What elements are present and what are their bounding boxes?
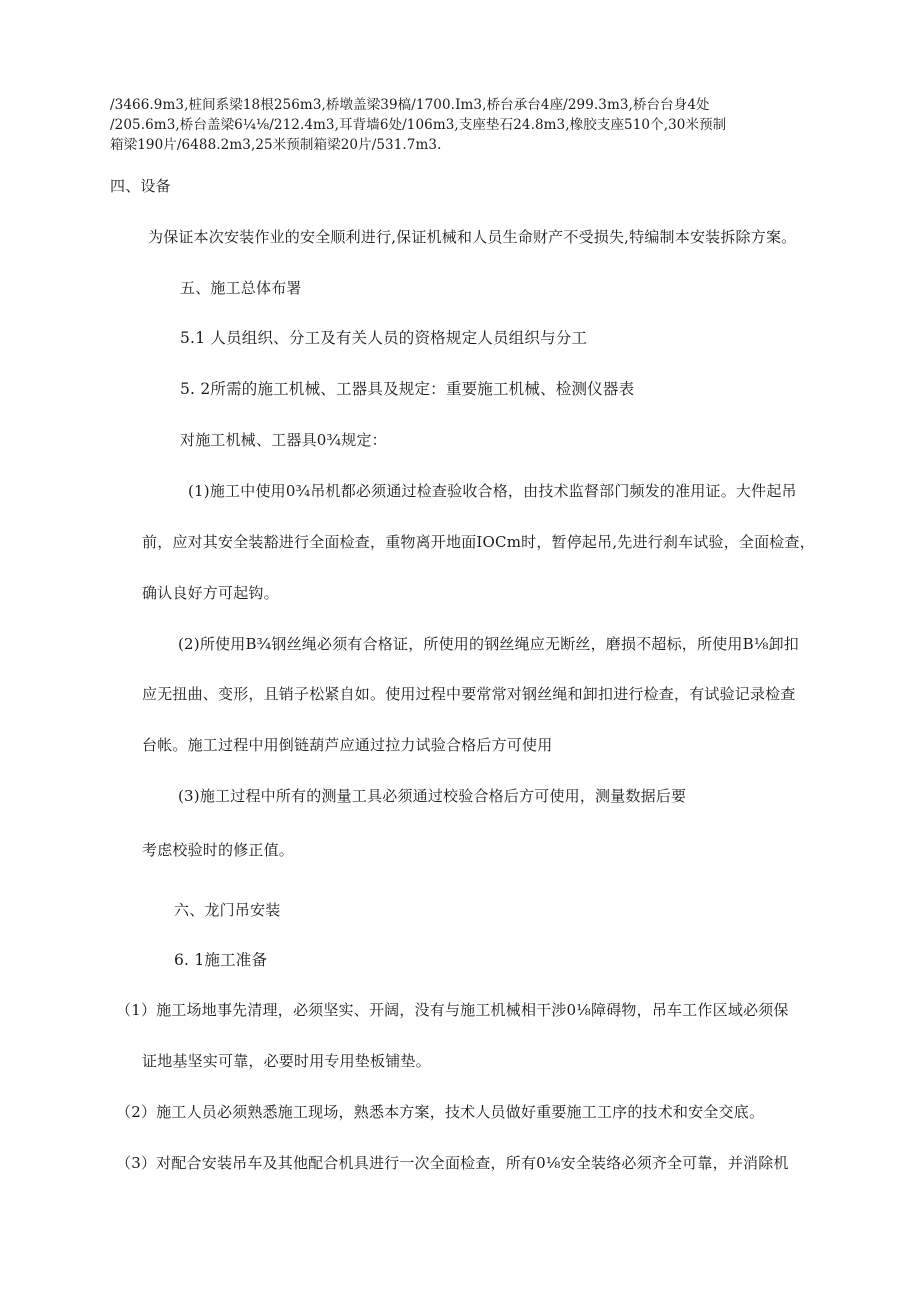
item-1-line-1: (1)施工中使用0¾吊机都必须通过检查验收合格，由技术监督部门频发的准用证。大件起吊 [188,482,797,500]
intro-line-1: /3466.9m3,桩间系梁18根256m3,桥墩盖梁39槁/1700.Im3,桥台承台4座/299.3m3,桥台台身4处 [110,97,710,113]
item-2-line-3: 台帐。施工过程中用倒链葫芦应通过拉力试验合格后方可使用 [142,736,553,754]
subsection-5-2: 5. 2所需的施工机械、工器具及规定：重要施工机械、检测仪器表 [180,380,635,398]
subsection-6-1: 6. 1施工准备 [174,951,268,969]
equipment-requirements-heading: 对施工机械、工器具0¾规定： [180,431,387,449]
section-4-heading: 四、设备 [110,177,171,195]
prep-item-1-line-1: （1）施工场地事先清理，必须坚实、开阔，没有与施工机械相干涉0⅛障碍物，吊车工作区域必须保 [116,1001,789,1019]
prep-item-3: （3）对配合安装吊车及其他配合机具进行一次全面检查，所有0⅛安全装络必须齐全可靠，并消除机 [116,1154,789,1172]
item-2-line-1: (2)所使用B¾钢丝绳必须有合格证，所使用的钢丝绳应无断丝，磨损不超标，所使用B⅛卸扣 [178,635,799,653]
intro-line-3: 箱梁190片/6488.2m3,25米预制箱梁20片/531.7m3. [110,137,442,153]
item-1-line-3: 确认良好方可起钩。 [142,584,279,602]
section-5-heading: 五、施工总体布署 [180,279,302,297]
section-4-paragraph: 为保证本次安装作业的安全顺利进行,保证机械和人员生命财产不受损失,特编制本安装拆除方案。 [148,228,797,246]
prep-item-2: （2）施工人员必须熟悉施工现场，熟悉本方案，技术人员做好重要施工工序的技术和安全交底。 [116,1103,765,1121]
prep-item-1-line-2: 证地基坚实可靠，必要时用专用垫板铺垫。 [142,1052,431,1070]
section-6-heading: 六、龙门吊安装 [174,901,281,919]
intro-line-2: /205.6m3,桥台盖梁6¼⅛/212.4m3,耳背墙6处/106m3,支座垫石24.8m3,橡胶支座510个,30米预制 [110,117,727,133]
item-3-line-1: (3)施工过程中所有的测量工具必须通过校验合格后方可使用，测量数据后要 [178,787,687,805]
item-1-line-2: 前，应对其安全装豁进行全面检查，重物离开地面IOCm时，暂停起吊,先进行刹车试验，全面检查， [142,533,815,551]
item-3-line-2: 考虑校验时的修正值。 [142,841,295,859]
subsection-5-1: 5.1 人员组织、分工及有关人员的资格规定人员组织与分工 [180,329,588,347]
item-2-line-2: 应无扭曲、变形，且销子松紧自如。使用过程中要常常对钢丝绳和卸扣进行检查，有试验记录检查 [142,685,796,703]
